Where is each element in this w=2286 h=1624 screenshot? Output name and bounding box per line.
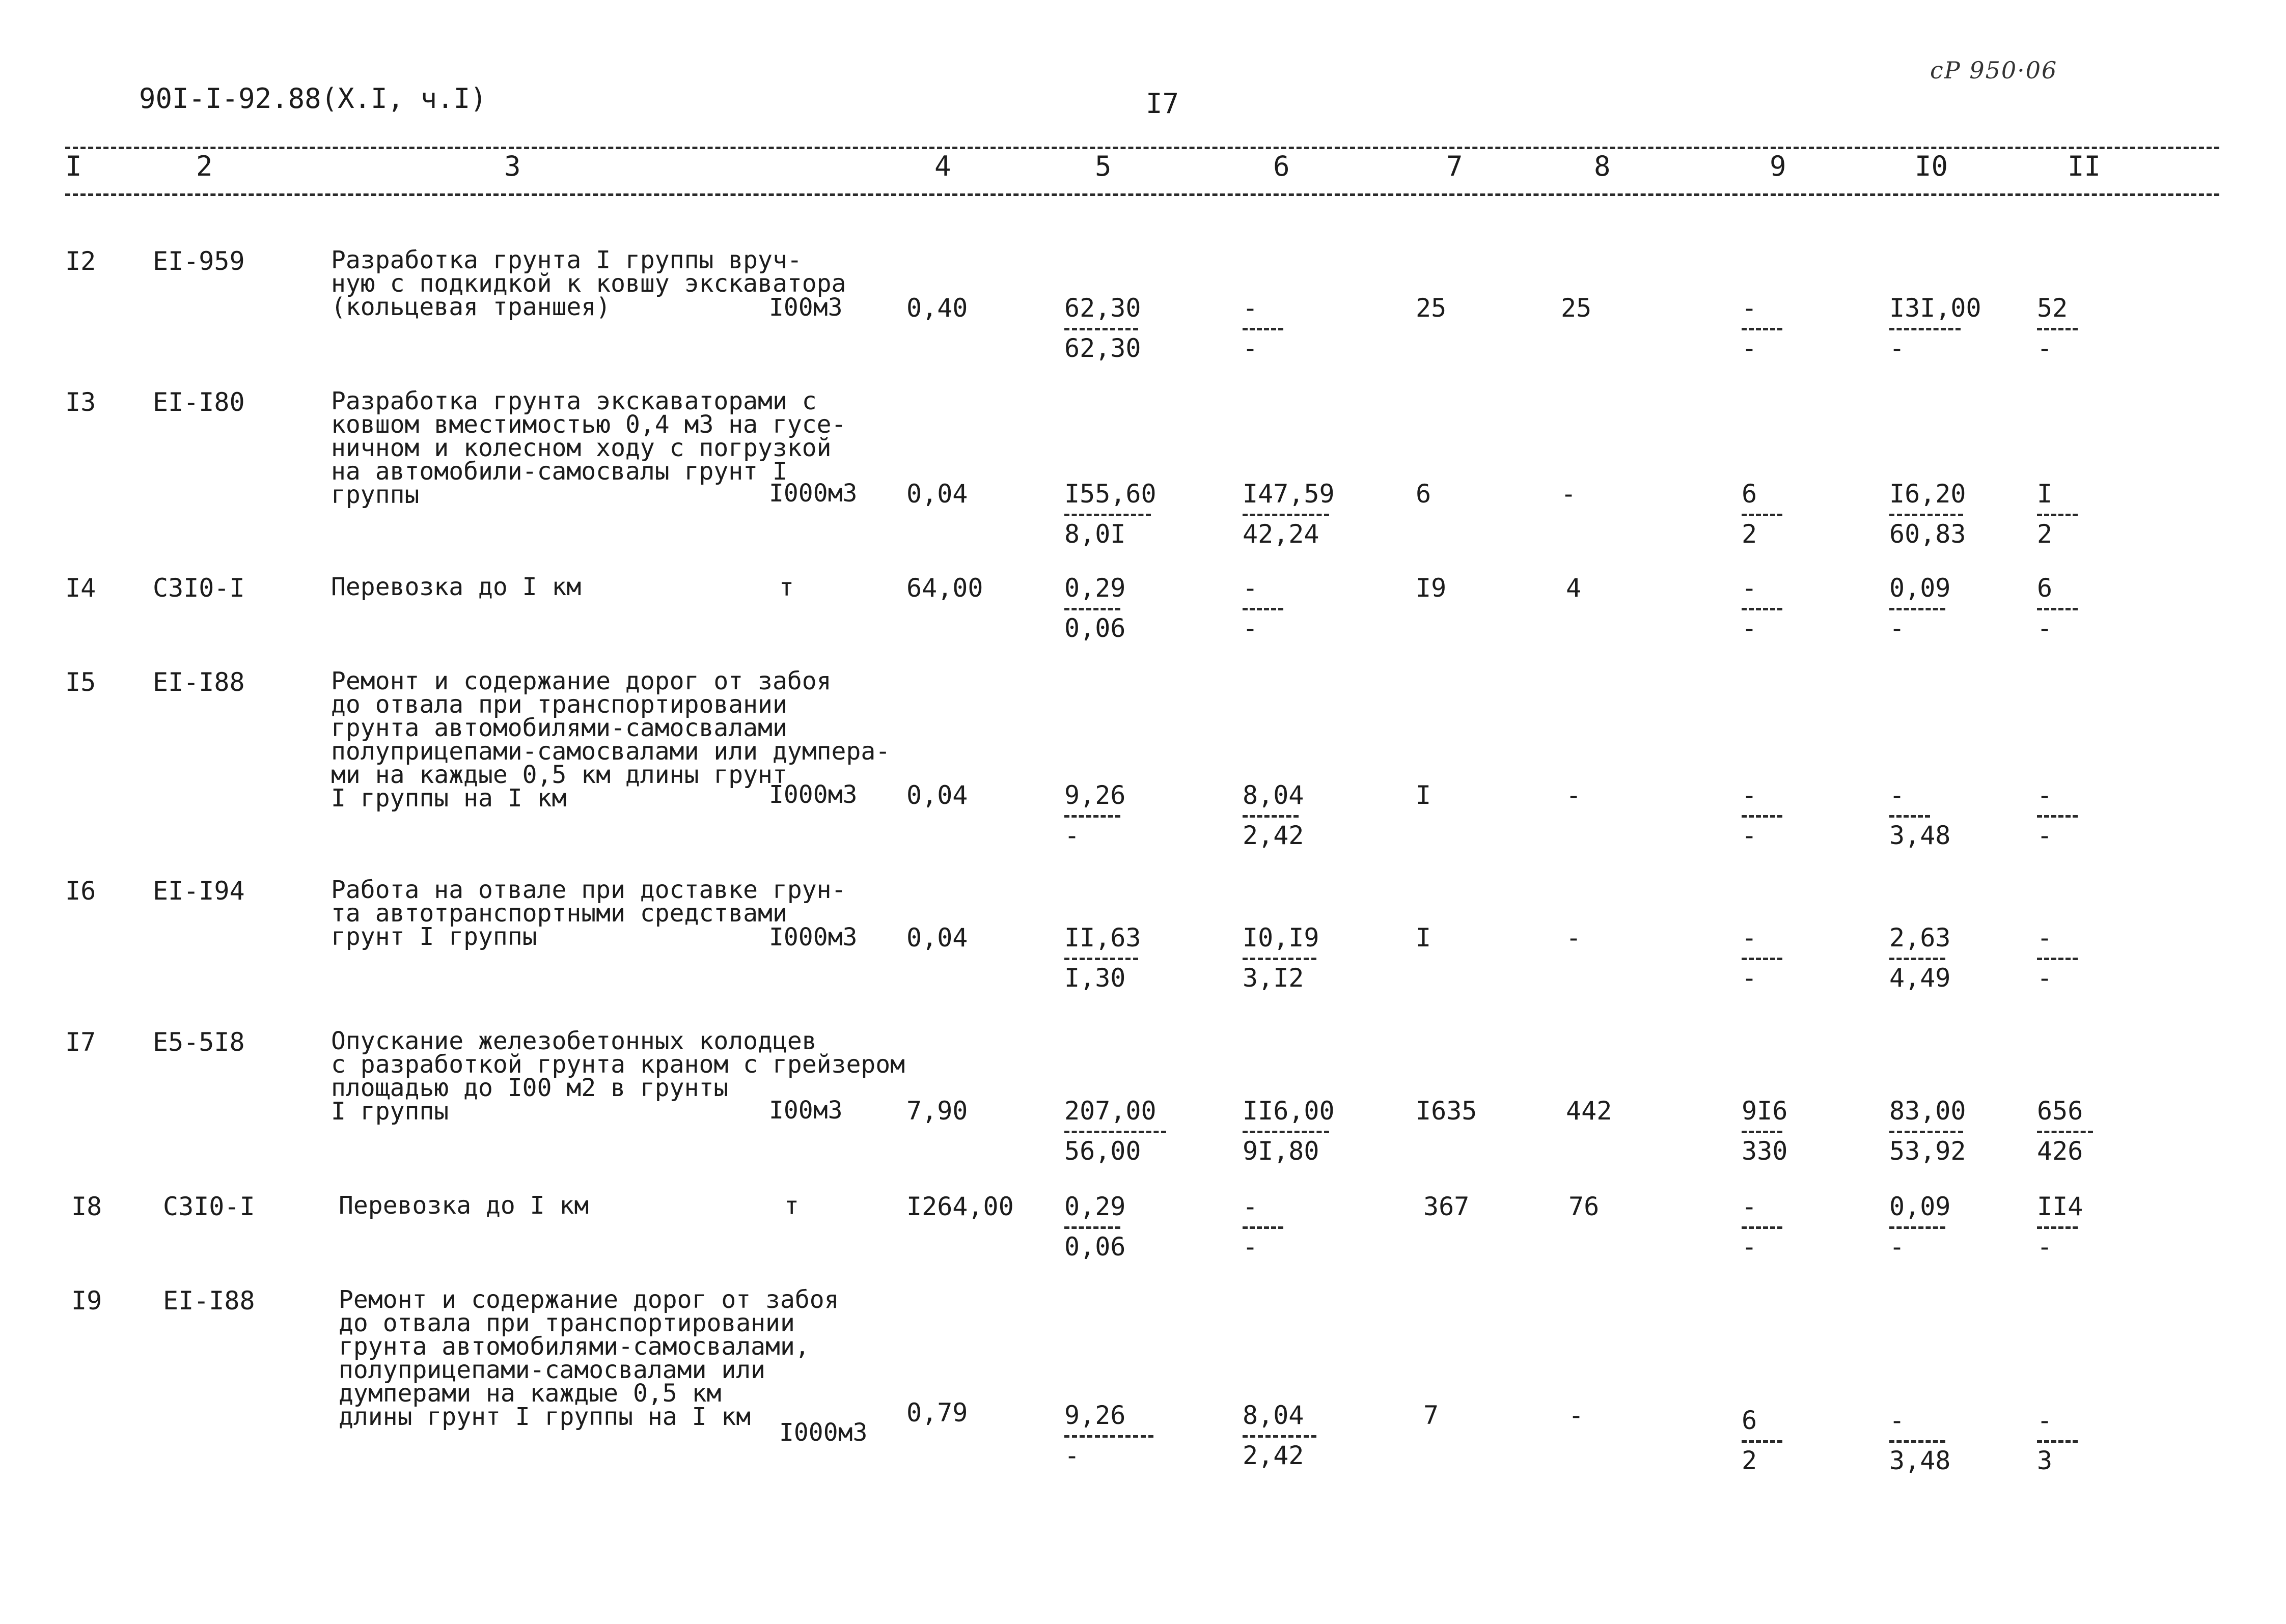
cell-col11: 52 - bbox=[2037, 295, 2078, 361]
header-bottom-rule bbox=[65, 193, 2219, 196]
cell-col10: - 3,48 bbox=[1889, 1406, 1951, 1475]
cell-col6: I47,59 42,24 bbox=[1243, 479, 1335, 549]
cell-col7: I bbox=[1416, 923, 1431, 953]
unit: I000м3 bbox=[769, 479, 858, 508]
cell-col9: - - bbox=[1742, 1194, 1782, 1259]
cell-col9: 6 2 bbox=[1742, 1408, 1782, 1473]
cell-col7: I bbox=[1416, 780, 1431, 810]
rate-code: C3I0-I bbox=[163, 1192, 255, 1221]
row-number: I3 bbox=[65, 387, 96, 417]
cell-col8: 442 bbox=[1566, 1096, 1612, 1126]
cell-col8: 76 bbox=[1568, 1192, 1600, 1221]
unit: т bbox=[784, 1192, 799, 1220]
rate-code: EI-959 bbox=[153, 246, 245, 276]
work-description: Перевозка до I км bbox=[331, 573, 582, 601]
cell-col5: II,63 I,30 bbox=[1064, 923, 1141, 993]
cell-col5: 207,00 56,00 bbox=[1064, 1098, 1166, 1164]
quantity: 7,90 bbox=[906, 1096, 968, 1126]
work-description: Работа на отвале при доставке грун- та автотранспортными средствами грунт I группы bbox=[331, 876, 846, 951]
cell-col7: 25 bbox=[1416, 293, 1447, 323]
unit: I000м3 bbox=[769, 780, 858, 809]
cell-col10: - 3,48 bbox=[1889, 780, 1951, 850]
quantity: I264,00 bbox=[906, 1192, 1014, 1221]
unit: т bbox=[779, 573, 794, 602]
quantity: 0,04 bbox=[906, 923, 968, 953]
rate-code: EI-I94 bbox=[153, 876, 245, 906]
cell-col11: - - bbox=[2037, 782, 2078, 848]
rate-code: EI-I80 bbox=[153, 387, 245, 417]
column-header-11: II bbox=[2068, 150, 2101, 182]
quantity: 0,79 bbox=[906, 1398, 968, 1427]
cell-col6: - - bbox=[1243, 1194, 1283, 1259]
cell-col7: 367 bbox=[1423, 1192, 1470, 1221]
cell-col6: 8,04 2,42 bbox=[1243, 1403, 1316, 1468]
cell-col6: - - bbox=[1243, 575, 1283, 641]
cell-col10: 83,00 53,92 bbox=[1889, 1096, 1966, 1166]
cell-col6: 8,04 2,42 bbox=[1243, 780, 1304, 850]
row-number: I4 bbox=[65, 573, 96, 603]
cell-col6: II6,00 9I,80 bbox=[1243, 1096, 1335, 1166]
cell-col5: 9,26 - bbox=[1064, 780, 1126, 850]
quantity: 64,00 bbox=[906, 573, 983, 603]
quantity: 0,04 bbox=[906, 479, 968, 509]
work-description: Разработка грунта экскаваторами с ковшом вместимостью 0,4 м3 на гусе- ничном и колесном ходу с погрузкой на автомобили-самосвалы грунт I группы bbox=[331, 387, 846, 509]
cell-col5: I55,60 8,0I bbox=[1064, 479, 1156, 549]
column-header-6: 6 bbox=[1273, 150, 1290, 182]
cell-col8: - bbox=[1566, 923, 1582, 953]
cell-col11: 656 426 bbox=[2037, 1098, 2093, 1164]
row-number: I9 bbox=[71, 1286, 102, 1315]
rate-code: EI-I88 bbox=[163, 1286, 255, 1315]
cell-col11: I 2 bbox=[2037, 481, 2078, 547]
rate-code: EI-I88 bbox=[153, 667, 245, 697]
column-header-8: 8 bbox=[1594, 150, 1611, 182]
cell-col8: - bbox=[1566, 780, 1582, 810]
work-description: Разработка грунта I группы вруч- ную с подкидкой к ковшу экскаватора (кольцевая траншея) bbox=[331, 246, 846, 321]
cell-col10: I6,20 60,83 bbox=[1889, 479, 1966, 549]
cell-col11: - 3 bbox=[2037, 1408, 2078, 1473]
cell-col5: 9,26 - bbox=[1064, 1403, 1153, 1468]
cell-col6: - - bbox=[1243, 295, 1283, 361]
cell-col5: 0,29 0,06 bbox=[1064, 573, 1126, 643]
cell-col11: 6 - bbox=[2037, 575, 2078, 641]
column-header-10: I0 bbox=[1915, 150, 1948, 182]
document-code: 90I-I-92.88(X.I, ч.I) bbox=[139, 82, 487, 115]
work-description: Опускание железобетонных колодцев с разработкой грунта краном с грейзером площадью до I00 м2 в грунты I группы bbox=[331, 1027, 905, 1126]
cell-col10: I3I,00 - bbox=[1889, 293, 1981, 363]
column-header-1: I bbox=[65, 150, 82, 182]
page-number: I7 bbox=[1146, 88, 1179, 120]
cell-col10: 0,09 - bbox=[1889, 1192, 1951, 1262]
work-description: Ремонт и содержание дорог от забоя до отвала при транспортировании грунта автомобилями-самосвалами полуприцепами-самосвалами или думпера- ми на каждые 0,5 км длины грунт I группы на I км bbox=[331, 667, 891, 813]
cell-col5: 62,30 62,30 bbox=[1064, 293, 1141, 363]
cell-col8: 25 bbox=[1561, 293, 1592, 323]
column-header-9: 9 bbox=[1770, 150, 1786, 182]
cell-col8: - bbox=[1568, 1401, 1584, 1430]
quantity: 0,04 bbox=[906, 780, 968, 810]
cell-col7: 6 bbox=[1416, 479, 1431, 509]
cell-col7: 7 bbox=[1423, 1401, 1439, 1430]
cell-col7: I635 bbox=[1416, 1096, 1477, 1126]
work-description: Ремонт и содержание дорог от забоя до отвала при транспортировании грунта автомобилями-самосвалами, полуприцепами-самосвалами или думперами на каждые 0,5 км длины грунт I группы на I км bbox=[339, 1285, 839, 1431]
cell-col9: - - bbox=[1742, 575, 1782, 641]
cell-col9: - - bbox=[1742, 782, 1782, 848]
column-header-7: 7 bbox=[1446, 150, 1463, 182]
cell-col9: - - bbox=[1742, 925, 1782, 991]
column-header-2: 2 bbox=[196, 150, 213, 182]
archive-stamp: cP 950·06 bbox=[1930, 57, 2058, 84]
cell-col11: - - bbox=[2037, 925, 2078, 991]
cell-col8: - bbox=[1561, 479, 1577, 509]
unit: I00м3 bbox=[769, 293, 843, 322]
cell-col9: 9I6 330 bbox=[1742, 1096, 1788, 1166]
row-number: I2 bbox=[65, 246, 96, 276]
rate-code: E5-5I8 bbox=[153, 1027, 245, 1057]
header-top-rule bbox=[65, 147, 2219, 149]
row-number: I6 bbox=[65, 876, 96, 906]
cell-col6: I0,I9 3,I2 bbox=[1243, 923, 1319, 993]
work-description: Перевозка до I км bbox=[339, 1191, 589, 1220]
cell-col5: 0,29 0,06 bbox=[1064, 1192, 1126, 1262]
cell-col10: 2,63 4,49 bbox=[1889, 923, 1951, 993]
column-header-5: 5 bbox=[1095, 150, 1112, 182]
cell-col10: 0,09 - bbox=[1889, 573, 1951, 643]
unit: I000м3 bbox=[779, 1418, 868, 1447]
row-number: I5 bbox=[65, 667, 96, 697]
column-header-4: 4 bbox=[934, 150, 951, 182]
column-header-3: 3 bbox=[504, 150, 521, 182]
cell-col7: I9 bbox=[1416, 573, 1447, 603]
row-number: I8 bbox=[71, 1192, 102, 1221]
quantity: 0,40 bbox=[906, 293, 968, 323]
cell-col11: II4 - bbox=[2037, 1192, 2083, 1262]
row-number: I7 bbox=[65, 1027, 96, 1057]
cell-col8: 4 bbox=[1566, 573, 1582, 603]
unit: I00м3 bbox=[769, 1096, 843, 1125]
unit: I000м3 bbox=[769, 923, 858, 951]
rate-code: C3I0-I bbox=[153, 573, 245, 603]
cell-col9: - - bbox=[1742, 295, 1782, 361]
cell-col9: 6 2 bbox=[1742, 481, 1782, 547]
